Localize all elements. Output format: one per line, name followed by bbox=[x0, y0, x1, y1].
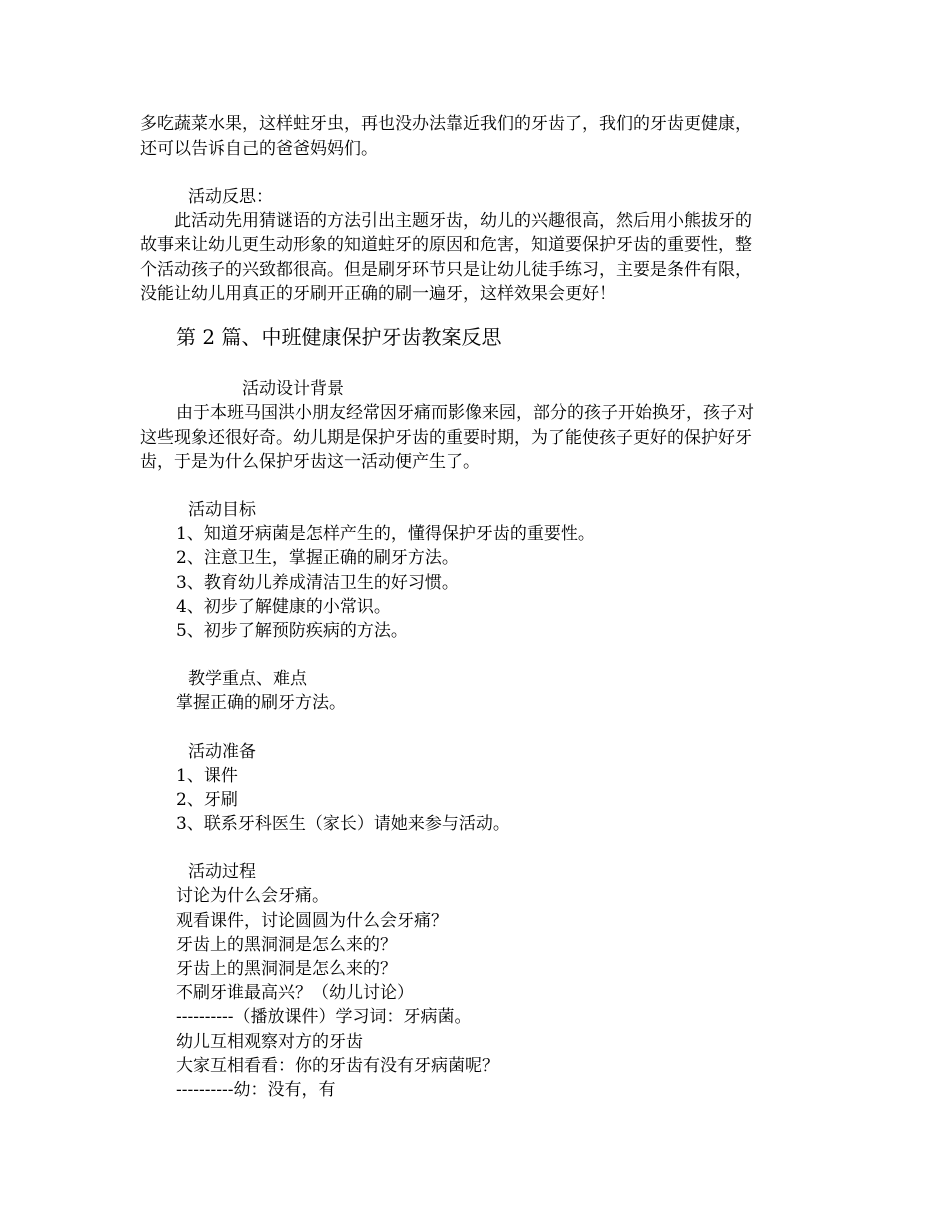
reflection-line-4: 没能让幼儿用真正的牙刷开正确的刷一遍牙，这样效果会更好！ bbox=[140, 284, 616, 304]
goals-title: 活动目标 bbox=[188, 500, 256, 520]
prep-item: 1、课件 bbox=[176, 766, 238, 786]
reflection-line-2: 故事来让幼儿更生动形象的知道蛀牙的原因和危害，知道要保护牙齿的重要性，整 bbox=[140, 235, 752, 255]
keypoints-title: 教学重点、难点 bbox=[188, 669, 307, 689]
chapter-heading: 第 2 篇、中班健康保护牙齿教案反思 bbox=[176, 325, 502, 349]
goal-item: 2、注意卫生，掌握正确的刷牙方法。 bbox=[176, 548, 459, 568]
intro-line-1: 多吃蔬菜水果，这样蛀牙虫，再也没办法靠近我们的牙齿了，我们的牙齿更健康， bbox=[140, 114, 752, 134]
process-line: 讨论为什么会牙痛。 bbox=[176, 886, 329, 906]
process-line: 幼儿互相观察对方的牙齿 bbox=[176, 1032, 363, 1052]
intro-line-2: 还可以告诉自己的爸爸妈妈们。 bbox=[140, 139, 378, 159]
process-title: 活动过程 bbox=[188, 862, 256, 882]
process-line: 不刷牙谁最高兴？（幼儿讨论） bbox=[176, 983, 414, 1003]
process-line: 观看课件，讨论圆圆为什么会牙痛？ bbox=[176, 911, 448, 931]
goal-item: 1、知道牙病菌是怎样产生的，懂得保护牙齿的重要性。 bbox=[176, 524, 595, 544]
process-line: ----------（播放课件）学习词：牙病菌。 bbox=[176, 1007, 472, 1027]
process-line: ----------幼：没有，有 bbox=[176, 1080, 336, 1100]
process-line: 大家互相看看：你的牙齿有没有牙病菌呢？ bbox=[176, 1056, 499, 1076]
keypoints-text: 掌握正确的刷牙方法。 bbox=[176, 693, 346, 713]
goal-item: 5、初步了解预防疾病的方法。 bbox=[176, 621, 408, 641]
goal-item: 3、教育幼儿养成清洁卫生的好习惯。 bbox=[176, 573, 459, 593]
prep-item: 3、联系牙科医生（家长）请她来参与活动。 bbox=[176, 814, 510, 834]
reflection-line-1: 此活动先用猜谜语的方法引出主题牙齿，幼儿的兴趣很高，然后用小熊拔牙的 bbox=[174, 211, 752, 231]
reflection-title: 活动反思： bbox=[188, 187, 273, 207]
process-line: 牙齿上的黑洞洞是怎么来的？ bbox=[176, 935, 397, 955]
reflection-line-3: 个活动孩子的兴致都很高。但是刷牙环节只是让幼儿徒手练习，主要是条件有限， bbox=[140, 260, 752, 280]
background-line-2: 这些现象还很好奇。幼儿期是保护牙齿的重要时期，为了能使孩子更好的保护好牙 bbox=[140, 428, 752, 448]
background-title: 活动设计背景 bbox=[242, 379, 344, 399]
background-line-1: 由于本班马国洪小朋友经常因牙痛而影像来园，部分的孩子开始换牙，孩子对 bbox=[176, 403, 754, 423]
background-line-3: 齿，于是为什么保护牙齿这一活动便产生了。 bbox=[140, 452, 480, 472]
process-line: 牙齿上的黑洞洞是怎么来的？ bbox=[176, 959, 397, 979]
prep-item: 2、牙刷 bbox=[176, 790, 238, 810]
goal-item: 4、初步了解健康的小常识。 bbox=[176, 597, 391, 617]
prep-title: 活动准备 bbox=[188, 742, 256, 762]
